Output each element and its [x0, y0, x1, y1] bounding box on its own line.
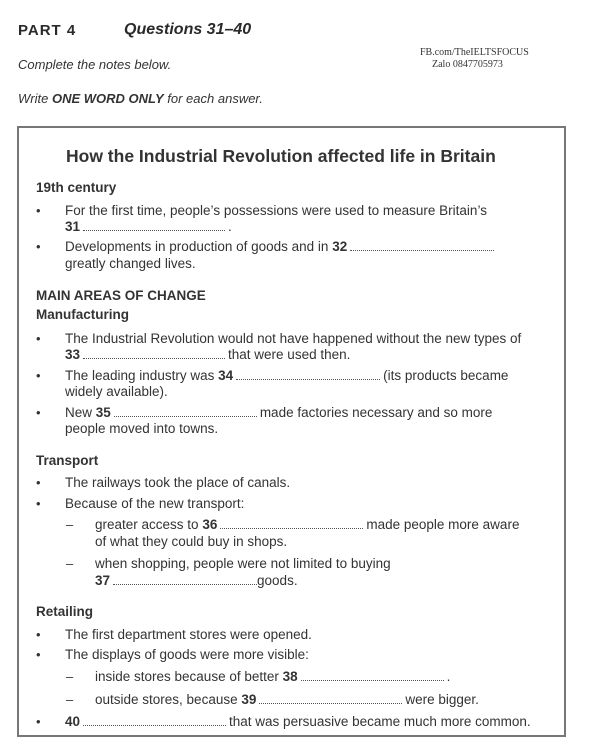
question-number-34: 34	[218, 368, 234, 383]
bullet-icon: •	[36, 496, 41, 511]
question-number-37: 37	[95, 573, 111, 588]
dash-icon: –	[66, 669, 74, 684]
transport-d2-line2: 37 goods.	[95, 573, 298, 588]
question-number-38: 38	[282, 669, 298, 684]
bullet-icon: •	[36, 627, 41, 642]
heading-retailing: Retailing	[36, 604, 94, 619]
instruction-word-limit: Write ONE WORD ONLY for each answer.	[18, 91, 263, 106]
notes-title: How the Industrial Revolution affected life in Britain	[66, 146, 496, 166]
instruction-complete-notes: Complete the notes below.	[18, 57, 172, 72]
answer-blank-35[interactable]	[114, 415, 257, 417]
bullet-icon: •	[36, 714, 41, 729]
bullet-icon: •	[36, 239, 41, 254]
retailing-d1: inside stores because of better 38 .	[95, 669, 451, 684]
credit-zalo: Zalo 0847705973	[432, 59, 503, 70]
question-range: Questions 31–40	[124, 21, 252, 38]
question-number-40: 40	[65, 714, 81, 729]
heading-19th-century: 19th century	[36, 180, 117, 195]
question-number-33: 33	[65, 347, 81, 362]
century-b2-line1: Developments in production of goods and in 32	[65, 239, 497, 254]
question-number-31: 31	[65, 219, 81, 234]
answer-blank-37[interactable]	[113, 583, 257, 585]
manufacturing-b3-line1: New 35 made factories necessary and so more	[65, 405, 493, 420]
bullet-icon: •	[36, 203, 41, 218]
answer-blank-40[interactable]	[83, 724, 226, 726]
dash-icon: –	[66, 556, 74, 571]
manufacturing-b2-line1: The leading industry was 34 (its products became	[65, 368, 509, 383]
bullet-icon: •	[36, 368, 41, 383]
word-limit-emphasis: ONE WORD ONLY	[51, 91, 164, 106]
century-b1-line2: 31 .	[65, 219, 232, 234]
answer-blank-36[interactable]	[220, 527, 363, 529]
answer-blank-33[interactable]	[83, 357, 225, 359]
transport-b1: The railways took the place of canals.	[65, 475, 291, 490]
credit-watermark	[420, 47, 529, 71]
retailing-d2: outside stores, because 39 were bigger.	[95, 692, 479, 707]
transport-d1-line1: greater access to 36 made people more aware	[95, 517, 520, 532]
dash-icon: –	[66, 692, 74, 707]
retailing-b2: The displays of goods were more visible:	[65, 647, 309, 662]
credit-facebook: FB.com/TheIELTSFOCUS	[420, 47, 529, 58]
manufacturing-b2-line2: widely available).	[65, 384, 168, 399]
bullet-icon: •	[36, 331, 41, 346]
retailing-b3: 40 that was persuasive became much more common.	[65, 714, 531, 729]
century-b1-line1: For the first time, people’s possessions were used to measure Britain’s	[65, 203, 487, 218]
transport-d1-line2: of what they could buy in shops.	[95, 534, 288, 549]
century-b2-line2: greatly changed lives.	[65, 256, 196, 271]
bullet-icon: •	[36, 647, 41, 662]
retailing-b1: The first department stores were opened.	[65, 627, 312, 642]
answer-blank-32[interactable]	[350, 249, 494, 251]
question-number-32: 32	[332, 239, 348, 254]
heading-transport: Transport	[36, 453, 99, 468]
answer-blank-39[interactable]	[259, 702, 402, 704]
bullet-icon: •	[36, 405, 41, 420]
dash-icon: –	[66, 517, 74, 532]
question-number-35: 35	[95, 405, 111, 420]
bullet-icon: •	[36, 475, 41, 490]
manufacturing-b1-line1: The Industrial Revolution would not have happened without the new types of	[65, 331, 522, 346]
question-number-36: 36	[202, 517, 218, 532]
part-label: PART 4	[18, 22, 77, 39]
transport-b2: Because of the new transport:	[65, 496, 245, 511]
answer-blank-38[interactable]	[301, 679, 444, 681]
manufacturing-b3-line2: people moved into towns.	[65, 421, 219, 436]
transport-d2-line1: when shopping, people were not limited to buying	[95, 556, 391, 571]
answer-blank-34[interactable]	[236, 378, 380, 380]
manufacturing-b1-line2: 33 that were used then.	[65, 347, 351, 362]
question-number-39: 39	[241, 692, 257, 707]
answer-blank-31[interactable]	[83, 229, 225, 231]
heading-main-areas: MAIN AREAS OF CHANGE	[36, 288, 206, 303]
heading-manufacturing: Manufacturing	[36, 307, 129, 322]
